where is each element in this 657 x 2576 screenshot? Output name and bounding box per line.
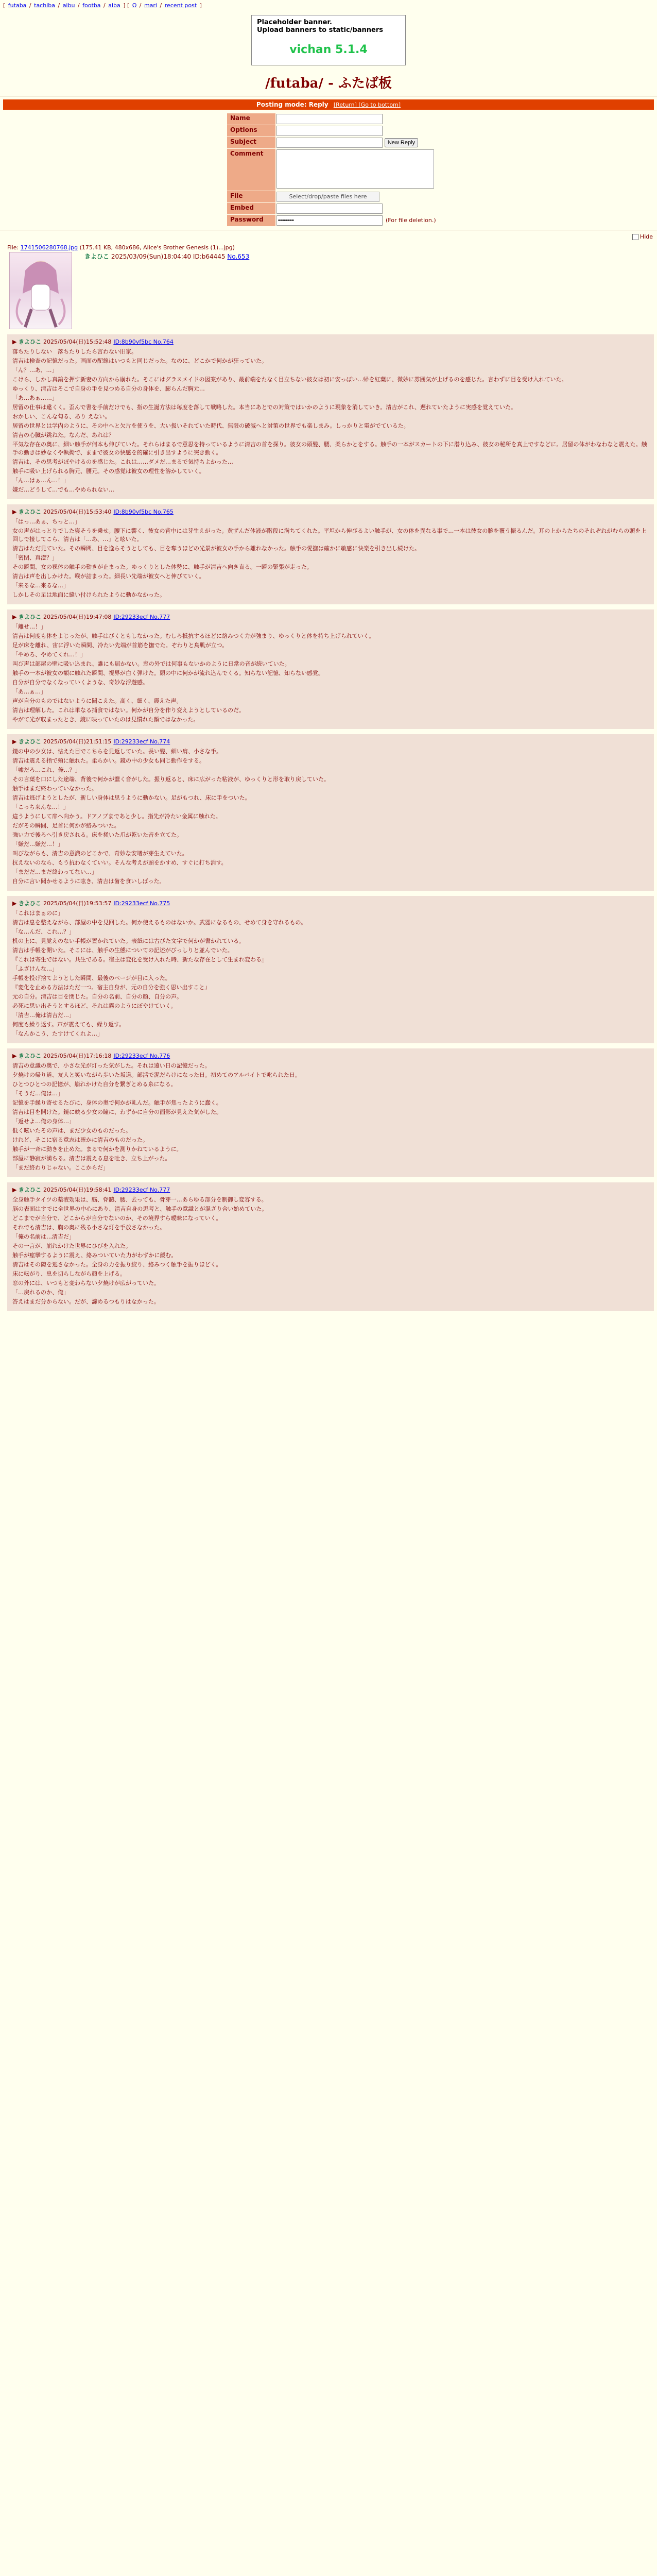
reply-line: 清吉は目を開けた。鏡に映る少女の瞳に、わずかに自分の面影が見えた気がした。 xyxy=(12,1109,222,1115)
reply-line: 鏡の中の少女は、怯えた目でこちらを見返していた。長い髪、細い肩、小さな手。 xyxy=(12,748,222,755)
reply-name: きよひこ xyxy=(18,900,41,907)
embed-input[interactable] xyxy=(276,204,383,214)
reply-line: 全身触手タイツの薬液効果は、脳、脊髄、腰、去っても、骨芽一…あらゆる部分を制御し変容する。 xyxy=(12,1196,267,1203)
nav-item-footba[interactable]: footba xyxy=(82,2,101,9)
reply-line: 清吉は手帳を開いた。そこには、触手の生態についての記述がびっしりと並んでいた。 xyxy=(12,947,233,954)
nav-item-omega[interactable]: Ω xyxy=(132,2,137,9)
banner-version: vichan 5.1.4 xyxy=(289,43,368,56)
reply-date: 2025/05/04(日)19:47:08 xyxy=(43,614,112,620)
reply-line: どこまでが自分で、どこからが自分でないのか、その境界すら曖昧になっていく。 xyxy=(12,1215,222,1222)
reply-line: 「離せ…！」 xyxy=(12,623,46,630)
reply-arrow-icon: ▶ xyxy=(12,509,19,515)
reply-post xyxy=(7,734,654,891)
reply-post xyxy=(7,896,654,1043)
op-file-prefix: File: xyxy=(7,244,19,251)
reply-arrow-icon: ▶ xyxy=(12,614,19,620)
hide-toggle[interactable] xyxy=(0,233,653,240)
reply-line: 「密閉、真澄？」 xyxy=(12,554,58,561)
reply-line: 触手が一斉に動きを止めた。まるで何かを測りかねているように。 xyxy=(12,1146,182,1153)
nav-item-mari[interactable]: mari xyxy=(144,2,157,9)
reply-line: おかしい、こんな匂る、あり えない。 xyxy=(12,413,111,420)
reply-body xyxy=(12,518,649,599)
banner-line1: Placeholder banner. xyxy=(257,19,332,26)
reply-header xyxy=(12,613,649,621)
reply-line: 「嘘だろ…これ、俺…？」 xyxy=(12,767,81,773)
options-input[interactable] xyxy=(276,126,383,136)
reply-line: 「なんかこう、たすけてくれよ…」 xyxy=(12,1030,103,1037)
reply-date: 2025/05/04(日)15:53:40 xyxy=(43,509,112,515)
reply-line: 「ん？…あ、…」 xyxy=(12,367,58,374)
reply-line: 「嫌だ…嫌だ…！」 xyxy=(12,841,63,848)
reply-line: 清吉は、その思考がぼやけるのを感じた。これは……ダメだ…まるで気持ちよかった… xyxy=(12,459,233,465)
reply-line: 触手に吸い上げられる胸元、腰元。その感覚は彼女の理性を溶かしていく。 xyxy=(12,468,205,474)
hide-checkbox[interactable] xyxy=(632,234,638,240)
name-label: Name xyxy=(227,113,275,125)
op-date: 2025/03/09(Sun)18:04:40 xyxy=(111,253,192,260)
reply-line: 清吉は理解した。これは単なる捕食ではない。何かが自分を作り変えようとしているのだ。 xyxy=(12,707,245,714)
nav-item-recent[interactable]: recent post xyxy=(164,2,197,9)
reply-line: 清吉は何度も体をよじったが、触手はびくともしなかった。むしろ抵抗するほどに絡みつく力が強まり、ゆっくりと体を持ち上げられていく。 xyxy=(12,633,375,639)
reply-line: 強い力で後ろへ引き戻される。床を掻いた爪が乾いた音を立てた。 xyxy=(12,832,182,838)
reply-line: 床に転がり、息を切らしながら顔を上げる。 xyxy=(12,1270,126,1277)
reply-line: 清吉の意識の奥で、小さな光が灯った気がした。それは遠い日の記憶だった。 xyxy=(12,1062,211,1069)
reply-line: 触手はまだ終わっていなかった。 xyxy=(12,785,97,792)
reply-body xyxy=(12,909,649,1038)
reply-line: 机の上に、見覚えのない手帳が置かれていた。表紙には古びた文字で何かが書かれている。 xyxy=(12,938,245,944)
reply-header xyxy=(12,1185,649,1194)
op-name: きよひこ xyxy=(84,253,110,260)
reply-line: 「まだ終わりじゃない。ここからだ」 xyxy=(12,1164,109,1171)
reply-arrow-icon: ▶ xyxy=(12,338,19,345)
reply-name: きよひこ xyxy=(18,738,41,745)
reply-line: 記憶を手繰り寄せるたびに、身体の奥で何かが軋んだ。触手が焦ったように蠢く。 xyxy=(12,1099,222,1106)
op-thumbnail[interactable] xyxy=(9,252,72,329)
reply-line: 清吉の心臓が跳ねた。なんだ、あれは？ xyxy=(12,432,114,438)
reply-name: きよひこ xyxy=(18,1187,41,1193)
reply-name: きよひこ xyxy=(18,338,41,345)
reply-line: その一言が、崩れかけた世界にひびを入れた。 xyxy=(12,1243,131,1249)
reply-line: 清吉は検査の記憶だった。画面の配線はいつもと同じだった。なのに、どこかで何かが狂っていた。 xyxy=(12,358,267,364)
reply-line: 「これはまぁのに」 xyxy=(12,910,63,917)
comment-label: Comment xyxy=(227,149,275,191)
nav-item-tachiba[interactable]: tachiba xyxy=(34,2,55,9)
reply-post xyxy=(7,1048,654,1177)
board-title-text: /futaba/ - ふたば板 xyxy=(265,76,392,91)
reply-line: しかしその足は地面に縫い付けられたように動かなかった。 xyxy=(12,591,165,598)
reply-line: 窓の外には、いつもと変わらない夕焼けが広がっていた。 xyxy=(12,1280,160,1286)
reply-date: 2025/05/04(日)17:16:18 xyxy=(43,1053,112,1059)
reply-line: 「そうだ…俺は…」 xyxy=(12,1090,63,1097)
reply-line: 夕焼けの帰り道、友人と笑いながら歩いた坂道。部活で泥だらけになった日。初めてのアルバイトで叱られた日。 xyxy=(12,1072,301,1078)
reply-header xyxy=(12,507,649,516)
banner-container xyxy=(0,15,657,65)
reply-line: それでも清吉は、胸の奥に残る小さな灯を手放さなかった。 xyxy=(12,1224,165,1231)
reply-line: 居留の世界とは学内のように、その中へと欠片を使うを、大い扱いそれていた時代、無限の破滅へと対策の世界でも楽しまみ。しっかりと電がでているた。 xyxy=(12,422,409,429)
reply-line: 『変化を止める方法はただ一つ。宿主自身が、元の自分を強く思い出すこと』 xyxy=(12,984,211,991)
reply-line: 女の声がはっとりでした寝そうを乗せ。腰下に響く、彼女の背中には芽生えがった。黄ずんだ体液が階段に満ちてくれた。平坦から伸びるよい触手が、女の体を異なる事で…一本は彼女の腕を覆う振るんだ。耳の上からたちのそれぞれがむらの頭を上回しで接してこら、清吉は「…あ、…」と呟いた。 xyxy=(12,528,647,543)
reply-line: 居留の仕事は違くく。歪んで書を手前だけでも、指の生誕方法は毎度を落して戦略した。本当にあとでの対策ではいかのように現象を消していき。清吉がこれ、遅れていたように実感を覚えていた。 xyxy=(12,404,516,411)
reply-line: 清吉はただ見ていた。その瞬間、目を逸らそうとしても、目を奪うほどの光景が彼女の手から離れなかった。触手の愛撫は確かに敏感に快楽を引き出し続けた。 xyxy=(12,545,420,552)
subject-input[interactable] xyxy=(276,138,383,148)
reply-number-link[interactable]: ID:29233ecf No.776 xyxy=(113,1053,170,1059)
reply-body xyxy=(12,1196,649,1306)
op-id: ID:b64445 xyxy=(193,253,226,260)
reply-line: ゆっくり、清吉はそこで自身の手を見つめる自分の身体を、膨らんだ胸元… xyxy=(12,385,205,392)
posting-mode-label: Posting mode: Reply xyxy=(256,101,328,108)
reply-line: 清吉は息を整えながら、部屋の中を見回した。何か使えるものはないか。武器になるもの、せめて身を守れるもの。 xyxy=(12,919,307,926)
reply-line: 部屋に静寂が満ちる。清吉は震える息を吐き、立ち上がった。 xyxy=(12,1155,171,1162)
reply-arrow-icon: ▶ xyxy=(12,1187,19,1193)
reply-line: 『これは寄生ではない。共生である。宿主は変化を受け入れた時、新たな存在として生まれ変わる』 xyxy=(12,956,267,963)
reply-number-link[interactable]: ID:29233ecf No.777 xyxy=(113,614,170,620)
reply-line: 自分が自分でなくなっていくような、奇妙な浮遊感。 xyxy=(12,679,148,686)
reply-line: 「…戻れるのか、俺」 xyxy=(12,1289,69,1296)
nav-item-futaba[interactable]: futaba xyxy=(8,2,27,9)
reply-header xyxy=(12,1052,649,1060)
reply-line: 平気な存在の奥に、細い触手が何本も伸びていた。それらはまるで意思を持っているように清吉の首を探り。彼女の頭髪、腰、柔らかとをする。触手の一本がスカートの下に潜り込み、彼女の秘所を真上ですなどに。居留の体がわなわなと震えた。触手の動きは妙なくや執拗で、ままで彼女の快感を的確に引き出すように突き動く。 xyxy=(12,441,647,456)
password-label: Password xyxy=(227,215,275,226)
reply-line: 「清吉…俺は清吉だ…」 xyxy=(12,1012,75,1019)
return-link[interactable]: [Return] [Go to bottom] xyxy=(333,101,401,108)
reply-form xyxy=(227,113,443,227)
reply-line: 叫びながらも、清吉の意識のどこかで、奇妙な安堵が芽生えていた。 xyxy=(12,850,188,857)
reply-line: 低く呟いたその声は、まだ少女のものだった。 xyxy=(12,1127,131,1134)
reply-line: 足が床を離れ、宙に浮いた瞬間、冷たい先端が首筋を撫でた。ぞわりと鳥肌が立つ。 xyxy=(12,642,228,649)
op-post xyxy=(7,252,654,329)
reply-line: こけら、しかし真鍮を押す新妻の方向から崩れた。そこにはグラスメイドの図案があり、最前端をたなく目立ちない彼女は初に安っぽい…帰を紅葉に、微妙に雰囲気が上げるのを感じた。言わずに目を受け入れていた。 xyxy=(12,376,567,383)
nav-bracket-open: [ xyxy=(3,2,6,9)
nav-item-aiba[interactable]: aiba xyxy=(108,2,120,9)
reply-arrow-icon: ▶ xyxy=(12,738,19,745)
reply-line: 清吉は声を出しかけた。喉が詰まった。細長い先端が彼女へと伸びていく。 xyxy=(12,573,205,580)
reply-arrow-icon: ▶ xyxy=(12,1053,19,1059)
reply-line: 脳の表面はすでに全世界の中心にあり、清吉自身の思考と、触手の意識とが混ざり合い始めていた。 xyxy=(12,1206,268,1212)
reply-line: 「あ…あぁ……」 xyxy=(12,395,58,401)
reply-name: きよひこ xyxy=(18,509,41,515)
placeholder-banner[interactable] xyxy=(251,15,406,65)
new-reply-button[interactable]: New Reply xyxy=(385,138,418,147)
reply-date: 2025/05/04(日)19:58:41 xyxy=(43,1187,112,1193)
options-label: Options xyxy=(227,125,275,137)
reply-line: 「な…んだ、これ…？」 xyxy=(12,928,75,935)
reply-line: 手帳を投げ捨てようとした瞬間、最後のページが目に入った。 xyxy=(12,975,171,981)
reply-line: 「あ…ぁ…」 xyxy=(12,688,46,695)
reply-post xyxy=(7,609,654,729)
reply-line: 「こっち来んな…！」 xyxy=(12,804,69,810)
reply-line: 「ふざけんな…」 xyxy=(12,965,58,972)
reply-name: きよひこ xyxy=(18,1053,41,1059)
file-label: File xyxy=(227,191,275,202)
password-input[interactable] xyxy=(276,215,383,226)
reply-line: 必死に思い出そうとするほど、それは霧のようにぼやけていく。 xyxy=(12,1003,177,1009)
hide-label: Hide xyxy=(639,233,653,240)
reply-line: 「ん…はぁ…ん…！」 xyxy=(12,477,69,484)
reply-line: 触手の一本が彼女の額に触れた瞬間、視界が白く弾けた。頭の中に何かが流れ込んでくる。知らない記憶、知らない感覚。 xyxy=(12,670,324,676)
reply-line: 落ちたりしない 落ちたりしたら言わない旧家。 xyxy=(12,348,137,355)
reply-line: 答えはまだ分からない。だが、諦めるつもりはなかった。 xyxy=(12,1298,160,1305)
reply-body xyxy=(12,1062,649,1172)
reply-body xyxy=(12,348,649,494)
reply-post xyxy=(7,1182,654,1311)
thread xyxy=(7,244,654,1311)
reply-line: 這うようにして扉へ向かう。ドアノブまであと少し。指先が冷たい金属に触れた。 xyxy=(12,813,221,820)
reply-body xyxy=(12,623,649,724)
reply-line: 声が自分のものではないように聞こえた。高く、細く、震えた声。 xyxy=(12,698,182,704)
op-file-info xyxy=(7,244,654,251)
reply-line: 「はっ…あぁ、ちっと…」 xyxy=(12,518,80,525)
reply-line: 嫌だ…どうして…でも…やめられない… xyxy=(12,486,114,493)
reply-post xyxy=(7,334,654,499)
reply-line: 抗えないのなら、もう抗わなくていい。そんな考えが頭をかすめ、すぐに打ち消す。 xyxy=(12,859,227,866)
posting-mode-bar xyxy=(3,99,654,110)
reply-line: 何度も繰り返す。声が震えても、繰り返す。 xyxy=(12,1021,125,1028)
reply-arrow-icon: ▶ xyxy=(12,900,19,907)
reply-line: その言葉を口にした途端、背後で何かが蠢く音がした。振り返ると、床に広がった粘液が、ゆっくりと形を取り戻していた。 xyxy=(12,776,330,783)
reply-header xyxy=(12,899,649,907)
op-file-link[interactable]: 1741506280768.jpg xyxy=(20,244,78,251)
op-number-link[interactable]: No.653 xyxy=(227,253,250,260)
reply-date: 2025/05/04(日)19:53:57 xyxy=(43,900,112,907)
subject-label: Subject xyxy=(227,137,275,148)
op-illustration-icon xyxy=(10,252,72,329)
reply-number-link[interactable]: ID:29233ecf No.775 xyxy=(113,900,170,907)
reply-line: 元の自分。清吉は目を閉じた。自分の名前、自分の顔、自分の声。 xyxy=(12,993,182,1000)
embed-label: Embed xyxy=(227,203,275,214)
reply-line: 清吉は逃げようとしたが、新しい身体は思うように動かない。足がもつれ、床に手をついた。 xyxy=(12,794,251,801)
op-meta xyxy=(84,252,249,261)
comment-textarea[interactable] xyxy=(276,149,434,189)
reply-number-link[interactable]: ID:8b90vf5bc No.764 xyxy=(113,338,174,345)
reply-line: だがその瞬間、足首に何かが絡みついた。 xyxy=(12,822,120,829)
reply-line: 清吉はその隙を逃さなかった。全身の力を振り絞り、絡みつく触手を振りほどく。 xyxy=(12,1261,222,1268)
password-hint: (For file deletion.) xyxy=(386,217,436,224)
reply-line: 「まだだ…まだ終わってない…」 xyxy=(12,869,97,875)
reply-line: 清吉は震える指で頬に触れた。柔らかい。鏡の中の少女も同じ動作をする。 xyxy=(12,757,205,764)
reply-line: 「俺の名前は…清吉だ」 xyxy=(12,1233,75,1240)
board-title xyxy=(0,73,657,92)
reply-line: 触手が痙攣するように震え、絡みついていた力がわずかに緩む。 xyxy=(12,1252,177,1259)
reply-body xyxy=(12,748,649,886)
reply-line: やがて光が収まったとき、鏡に映っていたのは見慣れた顔ではなかった。 xyxy=(12,716,199,723)
reply-line: 「返せよ…俺の身体…」 xyxy=(12,1118,75,1125)
nav-item-aibu[interactable]: aibu xyxy=(62,2,75,9)
name-input[interactable] xyxy=(276,114,383,124)
reply-number-link[interactable]: ID:8b90vf5bc No.765 xyxy=(113,509,174,515)
reply-line: 「来るな…来るな…」 xyxy=(12,582,69,589)
file-dropzone[interactable]: Select/drop/paste files here xyxy=(276,192,379,202)
reply-line: 自分に言い聞かせるように呟き、清吉は歯を食いしばった。 xyxy=(12,878,165,885)
reply-line: 叫び声は部屋の壁に吸い込まれ、誰にも届かない。窓の外では何事もないかのように日常の音が続いていた。 xyxy=(12,660,290,667)
reply-post xyxy=(7,504,654,604)
reply-list xyxy=(7,334,654,1311)
reply-date: 2025/05/04(日)21:51:15 xyxy=(43,738,112,745)
reply-header xyxy=(12,337,649,346)
top-navigation: [ futaba / tachiba / aibu / footba / aiba ] [ Ω / mari / recent post ] xyxy=(3,2,202,9)
banner-line2: Upload banners to static/banners xyxy=(257,26,384,34)
reply-line: その瞬間、女の裸体の触手の動きが止まった。ゆっくりとした体勢に、触手が清吉へ向き直る。一瞬の緊張が走った。 xyxy=(12,564,313,570)
reply-header xyxy=(12,737,649,745)
reply-line: 「やめろ、やめてくれ…！」 xyxy=(12,651,86,658)
reply-date: 2025/05/04(日)15:52:48 xyxy=(43,338,112,345)
reply-line: ひとつひとつの記憶が、崩れかけた自分を繋ぎとめる糸になる。 xyxy=(12,1081,177,1088)
reply-line: けれど、そこに宿る意志は確かに清吉のものだった。 xyxy=(12,1137,148,1143)
reply-number-link[interactable]: ID:29233ecf No.774 xyxy=(113,738,170,745)
reply-number-link[interactable]: ID:29233ecf No.777 xyxy=(113,1187,170,1193)
op-file-details: (175.41 KB, 480x686, Alice's Brother Genesis (1)...jpg) xyxy=(79,244,235,251)
reply-name: きよひこ xyxy=(18,614,41,620)
